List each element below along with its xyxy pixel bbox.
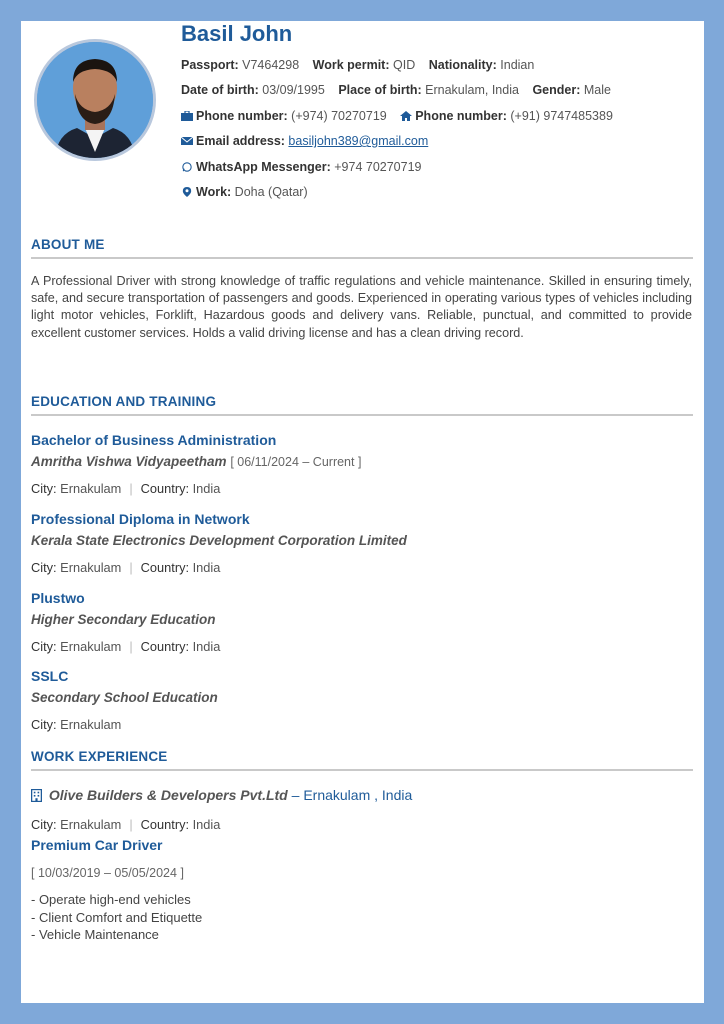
email-link[interactable]: basiljohn389@gmail.com [288, 134, 429, 148]
home-icon [400, 111, 412, 121]
phone-label: Phone number: [196, 109, 288, 123]
education-institution: Secondary School Education [31, 690, 218, 705]
home-phone-label: Phone number: [415, 109, 507, 123]
country-label: Country: [140, 817, 190, 832]
country-label: Country: [140, 481, 190, 496]
duty-item: - Client Comfort and Etiquette [31, 909, 203, 925]
profile-photo [34, 39, 156, 161]
city-label: City: [31, 817, 57, 832]
education-title: SSLC [31, 668, 69, 684]
nationality-value: Indian [500, 58, 535, 72]
job-dates: [ 10/03/2019 – 05/05/2024 ] [31, 866, 184, 880]
passport-value: V7464298 [242, 58, 300, 72]
home-phone-value[interactable]: (+91) 9747485389 [510, 109, 613, 123]
employer-name: Olive Builders & Developers Pvt.Ltd [48, 787, 288, 803]
about-divider [31, 257, 693, 259]
employer [31, 787, 412, 803]
building-icon [31, 789, 42, 802]
dob-label: Date of birth: [181, 83, 259, 97]
whatsapp-row [181, 160, 421, 174]
country-value: India [192, 639, 221, 654]
email-row [181, 134, 428, 148]
city-label: City: [31, 481, 57, 496]
dob-value: 03/09/1995 [262, 83, 325, 97]
city-value: Ernakulam [60, 481, 122, 496]
education-location [31, 717, 121, 732]
city-value: Ernakulam [60, 560, 122, 575]
city-value: Ernakulam [60, 717, 122, 732]
country-value: India [192, 817, 221, 832]
country-value: India [192, 560, 221, 575]
country-label: Country: [140, 560, 190, 575]
education-institution: Kerala State Electronics Development Corporation Limited [31, 533, 407, 548]
gender-value: Male [583, 83, 611, 97]
separator: | [129, 481, 133, 496]
experience-divider [31, 769, 693, 771]
education-location [31, 560, 220, 575]
education-location [31, 639, 220, 654]
education-title: Bachelor of Business Administration [31, 432, 277, 448]
job-title: Premium Car Driver [31, 837, 163, 853]
work-label: Work: [196, 185, 232, 199]
education-institution [31, 454, 361, 469]
experience-location [31, 817, 220, 832]
whatsapp-value[interactable]: +974 70270719 [334, 160, 422, 174]
city-value: Ernakulam [60, 817, 122, 832]
work-permit-label: Work permit: [312, 58, 390, 72]
briefcase-icon [181, 111, 193, 121]
envelope-icon [181, 136, 193, 146]
nationality-label: Nationality: [428, 58, 497, 72]
pob-label: Place of birth: [338, 83, 422, 97]
country-label: Country: [140, 639, 190, 654]
education-dates: [ 06/11/2024 – Current ] [230, 455, 362, 469]
duty-item: - Operate high-end vehicles [31, 892, 191, 907]
employer-location: – Ernakulam , India [291, 787, 413, 803]
education-institution: Higher Secondary Education [31, 612, 216, 627]
phone-row [181, 109, 613, 123]
city-value: Ernakulam [60, 639, 122, 654]
phone-value[interactable]: (+974) 70270719 [291, 109, 387, 123]
city-label: City: [31, 560, 57, 575]
map-pin-icon [181, 187, 193, 197]
education-divider [31, 414, 693, 416]
work-permit-value: QID [393, 58, 416, 72]
experience-heading: WORK EXPERIENCE [31, 749, 168, 764]
passport-label: Passport: [181, 58, 239, 72]
country-value: India [192, 481, 221, 496]
whatsapp-icon [181, 162, 193, 172]
pob-value: Ernakulam, India [425, 83, 519, 97]
email-label: Email address: [196, 134, 285, 148]
duty-item: - Vehicle Maintenance [31, 927, 159, 942]
separator: | [129, 817, 133, 832]
birth-row [181, 83, 611, 97]
whatsapp-label: WhatsApp Messenger: [196, 160, 331, 174]
cv-page [21, 21, 704, 1003]
education-location [31, 481, 220, 496]
about-heading: ABOUT ME [31, 237, 105, 252]
institution-name: Amritha Vishwa Vidyapeetham [31, 454, 227, 469]
gender-label: Gender: [532, 83, 581, 97]
city-label: City: [31, 717, 57, 732]
separator: | [129, 639, 133, 654]
about-text: A Professional Driver with strong knowledge of traffic regulations and vehicle maintenance. Skilled in ensuring timely, safe, and secure transportation of passengers and goods. Experienced in operating various types of vehicles including light motor vehicles, Forklift, Hazardous goods and delivery vans. Reliable, punctual, and committed to provide excellent customer services. Holds a valid driving license and has a clean driving record. [31, 274, 692, 340]
education-title: Plustwo [31, 590, 85, 606]
work-location-row [181, 185, 308, 199]
education-heading: EDUCATION AND TRAINING [31, 394, 217, 409]
id-row [181, 58, 534, 72]
work-value: Doha (Qatar) [234, 185, 308, 199]
separator: | [129, 560, 133, 575]
duty-list [31, 891, 202, 944]
city-label: City: [31, 639, 57, 654]
education-title: Professional Diploma in Network [31, 511, 250, 527]
candidate-name: Basil John [181, 21, 293, 46]
